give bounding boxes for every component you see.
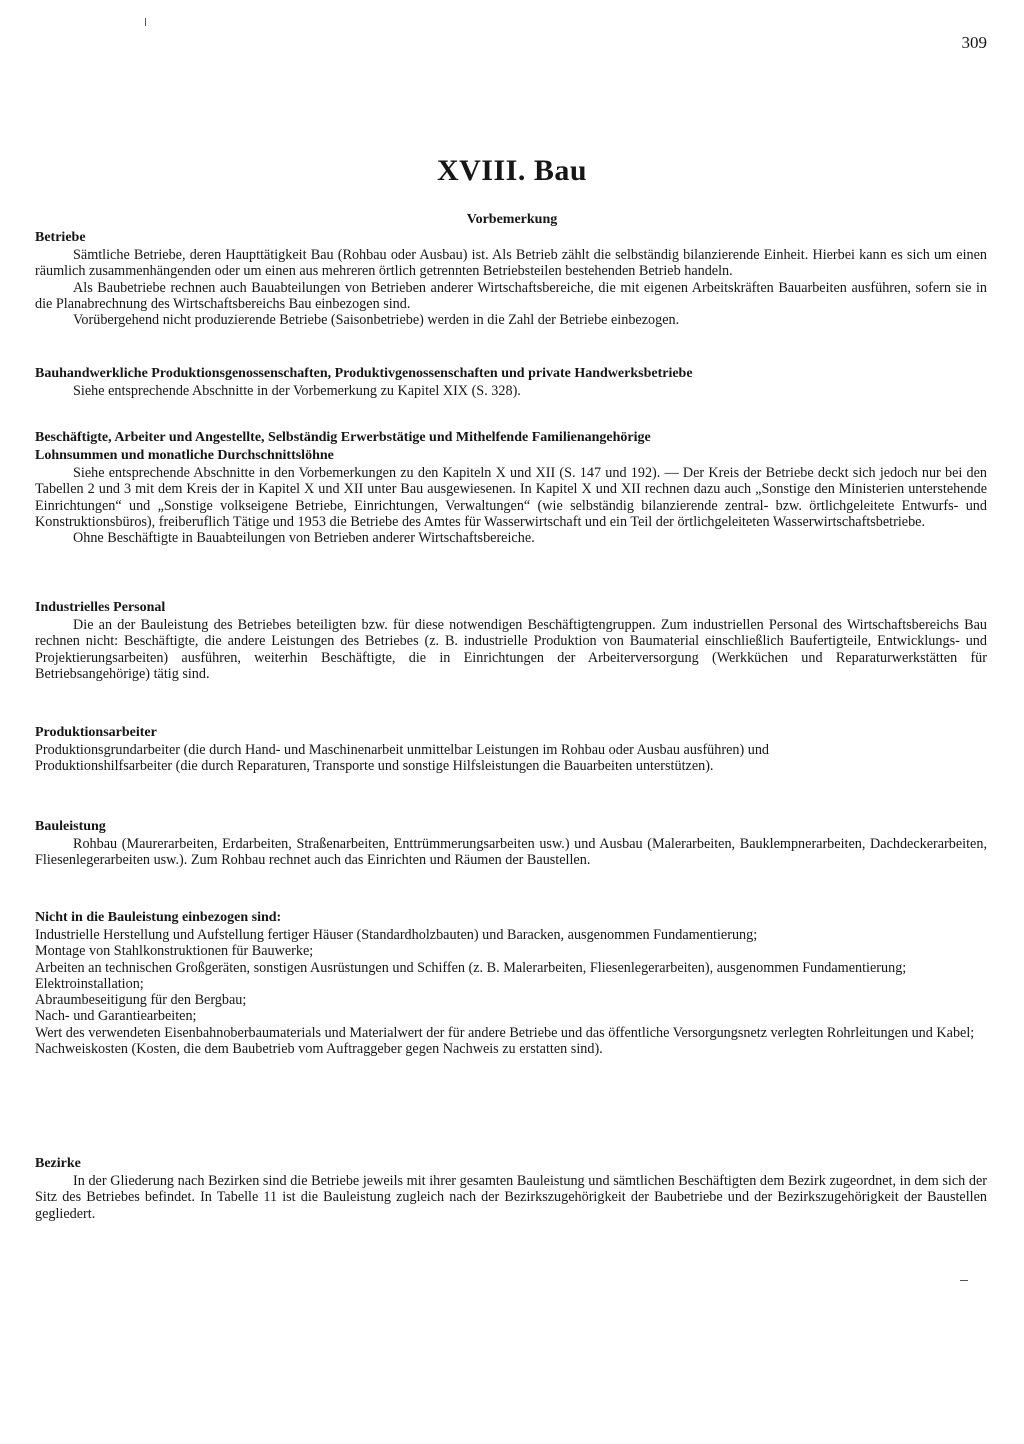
paragraph: Die an der Bauleistung des Betriebes beteiligten bzw. für diese notwendigen Beschäftigtengruppen. Zum industriellen Personal des Wirtschaftsbereichs Bau rechnen nicht: Beschäftigte, die andere Leistungen des Betriebes (z. B. industrielle Produktion von Baumaterial einschließlich Baufertigteile, Entwicklungs- und Projektierungsarbeiten) ausführen, weiterhin Beschäftigte, die in Einrichtungen der Arbeiterversorgung (Werkküchen und Reparaturwerkstätten für Betriebsangehörige) tätig sind.	[35, 617, 987, 682]
section-beschaeftigte	[35, 429, 987, 546]
section-bauleistung	[35, 818, 987, 869]
list-item: Nachweiskosten (Kosten, die dem Baubetrieb vom Auftraggeber gegen Nachweis zu erstatten sind).	[35, 1041, 603, 1058]
section-subheading-lohnsummen: Lohnsummen und monatliche Durchschnittslöhne	[35, 448, 334, 463]
section-bauhandwerk	[35, 365, 987, 399]
list-item: Arbeiten an technischen Großgeräten, sonstigen Ausrüstungen und Schiffen (z. B. Malerarbeiten, Fliesenlegerarbeiten), ausgenommen Fundamentierung;	[35, 959, 907, 976]
list-item: Montage von Stahlkonstruktionen für Bauwerke;	[35, 943, 314, 960]
section-nicht-einbezogen	[35, 909, 987, 1057]
paragraph: In der Gliederung nach Bezirken sind die Betriebe jeweils mit ihrer gesamten Bauleistung und sämtlichen Beschäftigten dem Bezirk zugeordnet, in dem sich der Sitz des Betriebes befindet. In Tabelle 11 ist die Bauleistung zugleich nach der Bezirkszugehörigkeit der Baubetriebe und der Bezirkszugehörigkeit der Baustellen gegliedert.	[35, 1173, 987, 1222]
paragraph: Ohne Beschäftigte in Bauabteilungen von Betrieben anderer Wirtschaftsbereiche.	[73, 530, 535, 547]
list-item: Industrielle Herstellung und Aufstellung fertiger Häuser (Standardholzbauten) und Baracken, ausgenommen Fundamentierung;	[35, 927, 758, 943]
scan-mark	[960, 1280, 968, 1281]
paragraph: Sämtliche Betriebe, deren Haupttätigkeit Bau (Rohbau oder Ausbau) ist. Als Betrieb zählt die selbständig bilanzierende Einheit. Hierbei kann es sich um einen räumlich zusammenhängenden oder um einen aus mehreren örtlich getrennten Betriebsteilen bestehenden Betrieb handeln.	[35, 247, 987, 280]
section-produktionsarbeiter	[35, 724, 987, 775]
page-number: 309	[961, 33, 987, 52]
list-item: Wert des verwendeten Eisenbahnoberbaumaterials und Materialwert der für andere Betriebe und das öffentliche Versorgungsnetz verlegten Rohrleitungen und Kabel;	[35, 1024, 975, 1041]
section-heading-bauhandwerk: Bauhandwerkliche Produktionsgenossenschaften, Produktivgenossenschaften und private Handwerksbetriebe	[35, 366, 693, 381]
preface-title: Vorbemerkung	[466, 212, 558, 227]
paragraph: Siehe entsprechende Abschnitte in den Vorbemerkungen zu den Kapiteln X und XII (S. 147 und 192). — Der Kreis der Betriebe deckt sich jedoch nur bei den Tabellen 2 und 3 mit dem Kreis der in Kapitel X und XII unter Bau ausgewiesenen. In Kapitel X und XII rechnen dazu auch „Sonstige den Ministerien unterstehende Einrichtungen“ und „Sonstige volkseigene Betriebe, Einrichtungen, Verwaltungen“ (wie selbständig bilanzierende zentral- bzw. örtlichgeleitete Entwurfs- und Konstruktionsbüros), freiberuflich Tätige und 1953 die Betriebe des Amtes für Wasserwirtschaft und ein Teil der örtlichgeleiteten Wasserwirtschaftsbetriebe.	[35, 465, 987, 530]
section-heading-betriebe: Betriebe	[35, 230, 86, 245]
chapter-title: XVIII. Bau	[436, 154, 588, 187]
section-bezirke	[35, 1155, 987, 1222]
section-betriebe	[35, 229, 987, 328]
list-item: Elektroinstallation;	[35, 975, 144, 992]
list-item: Abraumbeseitigung für den Bergbau;	[35, 992, 247, 1009]
list-item: Produktionsgrundarbeiter (die durch Hand- und Maschinenarbeit unmittelbar Leistungen im Rohbau oder Ausbau ausführen) und	[35, 742, 770, 758]
section-heading-produktionsarbeiter: Produktionsarbeiter	[35, 725, 157, 740]
section-industrielles-personal	[35, 599, 987, 682]
section-heading-beschaeftigte: Beschäftigte, Arbeiter und Angestellte, Selbständig Erwerbstätige und Mithelfende Familienangehörige	[35, 430, 651, 445]
section-heading-bauleistung: Bauleistung	[35, 819, 106, 834]
list-item: Produktionshilfsarbeiter (die durch Reparaturen, Transporte und sonstige Hilfsleistungen die Bauarbeiten unterstützen).	[35, 758, 714, 775]
paragraph: Als Baubetriebe rechnen auch Bauabteilungen von Betrieben anderer Wirtschaftsbereiche, die mit eigenen Arbeitskräften Bauarbeiten ausführen, sofern sie in die Planabrechnung des Wirtschaftsbereichs Bau einbezogen sind.	[35, 279, 987, 312]
section-heading-nicht-einbezogen: Nicht in die Bauleistung einbezogen sind:	[35, 910, 282, 925]
scan-mark	[145, 18, 146, 26]
paragraph: Siehe entsprechende Abschnitte in der Vorbemerkung zu Kapitel XIX (S. 328).	[73, 383, 521, 399]
section-heading-bezirke: Bezirke	[35, 1156, 81, 1171]
list-item: Nach- und Garantiearbeiten;	[35, 1008, 197, 1025]
paragraph: Vorübergehend nicht produzierende Betriebe (Saisonbetriebe) werden in die Zahl der Betriebe einbezogen.	[73, 312, 680, 329]
paragraph: Rohbau (Maurerarbeiten, Erdarbeiten, Straßenarbeiten, Enttrümmerungsarbeiten usw.) und Ausbau (Malerarbeiten, Bauklempnerarbeiten, Dachdeckerarbeiten, Fliesenlegerarbeiten usw.). Zum Rohbau rechnet auch das Einrichten und Räumen der Baustellen.	[35, 836, 987, 869]
section-heading-industrielles-personal: Industrielles Personal	[35, 600, 166, 615]
